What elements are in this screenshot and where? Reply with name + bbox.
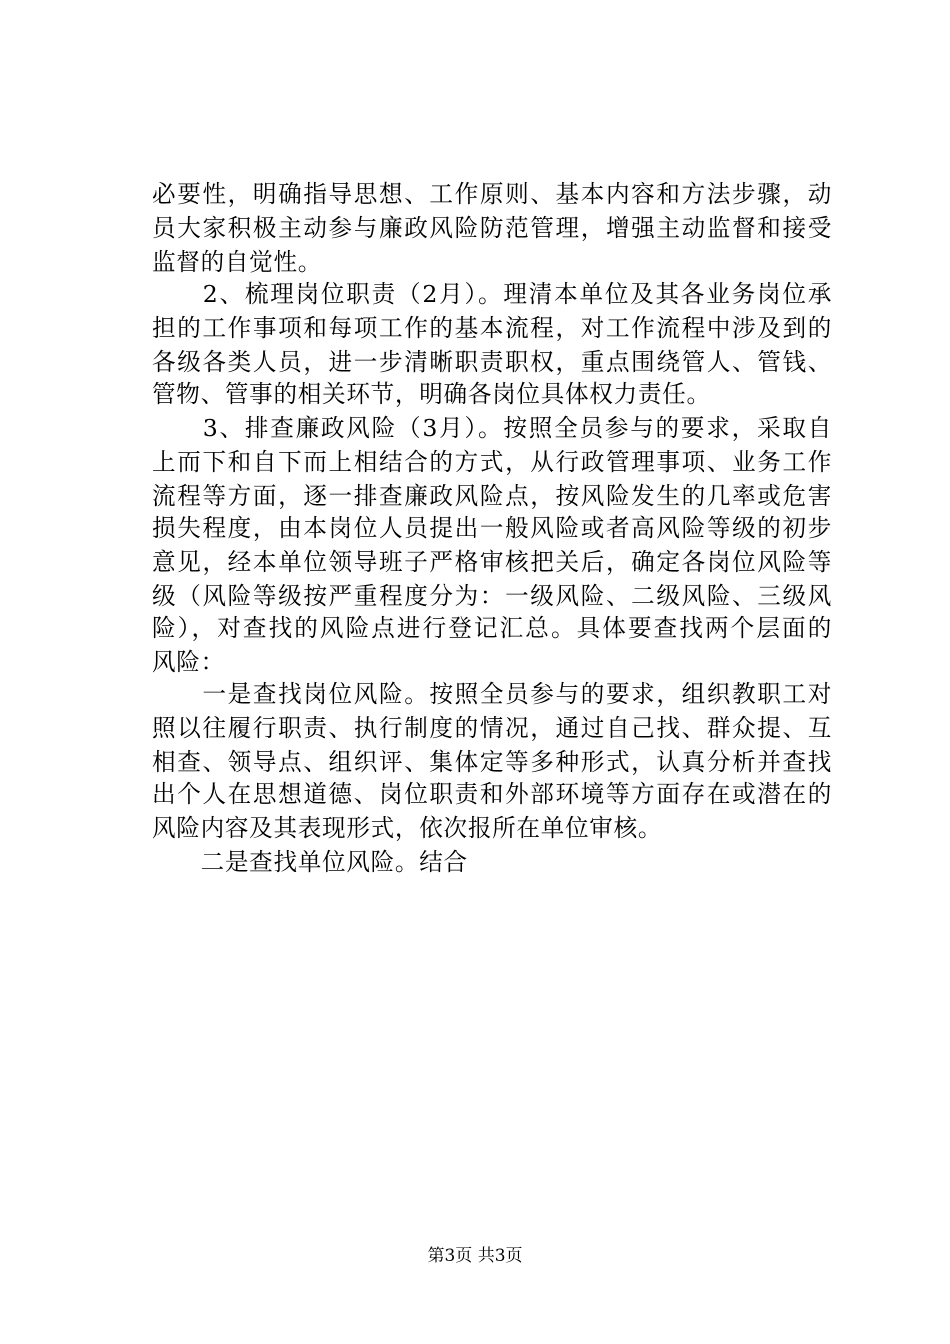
body-text-line: 2、梳理岗位职责（2月）。理清本单位及其各业务岗位承 bbox=[152, 280, 832, 308]
body-text-line: 上而下和自下而上相结合的方式，从行政管理事项、业务工作 bbox=[152, 448, 832, 476]
body-text-line: 二是查找单位风险。结合 bbox=[152, 848, 468, 876]
body-text-line: 3、排查廉政风险（3月）。按照全员参与的要求，采取自 bbox=[152, 414, 832, 442]
body-text-line: 必要性，明确指导思想、工作原则、基本内容和方法步骤，动 bbox=[152, 180, 832, 208]
body-text-line: 员大家积极主动参与廉政风险防范管理，增强主动监督和接受 bbox=[152, 214, 832, 242]
body-text-line: 照以往履行职责、执行制度的情况，通过自己找、群众提、互 bbox=[152, 714, 832, 742]
body-text-line: 监督的自觉性。 bbox=[152, 248, 323, 276]
body-text-line: 级（风险等级按严重程度分为：一级风险、二级风险、三级风 bbox=[152, 582, 832, 610]
body-text-line: 各级各类人员，进一步清晰职责职权，重点围绕管人、管钱、 bbox=[152, 348, 832, 376]
body-text-line: 相查、领导点、组织评、集体定等多种形式，认真分析并查找 bbox=[152, 748, 832, 776]
body-text-line: 意见，经本单位领导班子严格审核把关后，确定各岗位风险等 bbox=[152, 548, 832, 576]
page-footer: 第3页 共3页 bbox=[427, 1246, 523, 1266]
body-text-line: 险），对查找的风险点进行登记汇总。具体要查找两个层面的 bbox=[152, 614, 832, 642]
body-text-line: 损失程度，由本岗位人员提出一般风险或者高风险等级的初步 bbox=[152, 514, 832, 542]
body-text-line: 风险： bbox=[152, 648, 225, 676]
body-text-line: 担的工作事项和每项工作的基本流程，对工作流程中涉及到的 bbox=[152, 314, 832, 342]
body-text-line: 流程等方面，逐一排查廉政风险点，按风险发生的几率或危害 bbox=[152, 482, 832, 510]
body-text-line: 出个人在思想道德、岗位职责和外部环境等方面存在或潜在的 bbox=[152, 780, 832, 808]
body-text-line: 管物、管事的相关环节，明确各岗位具体权力责任。 bbox=[152, 380, 711, 408]
body-text-line: 一是查找岗位风险。按照全员参与的要求，组织教职工对 bbox=[152, 680, 832, 708]
body-text-line: 风险内容及其表现形式，依次报所在单位审核。 bbox=[152, 814, 663, 842]
